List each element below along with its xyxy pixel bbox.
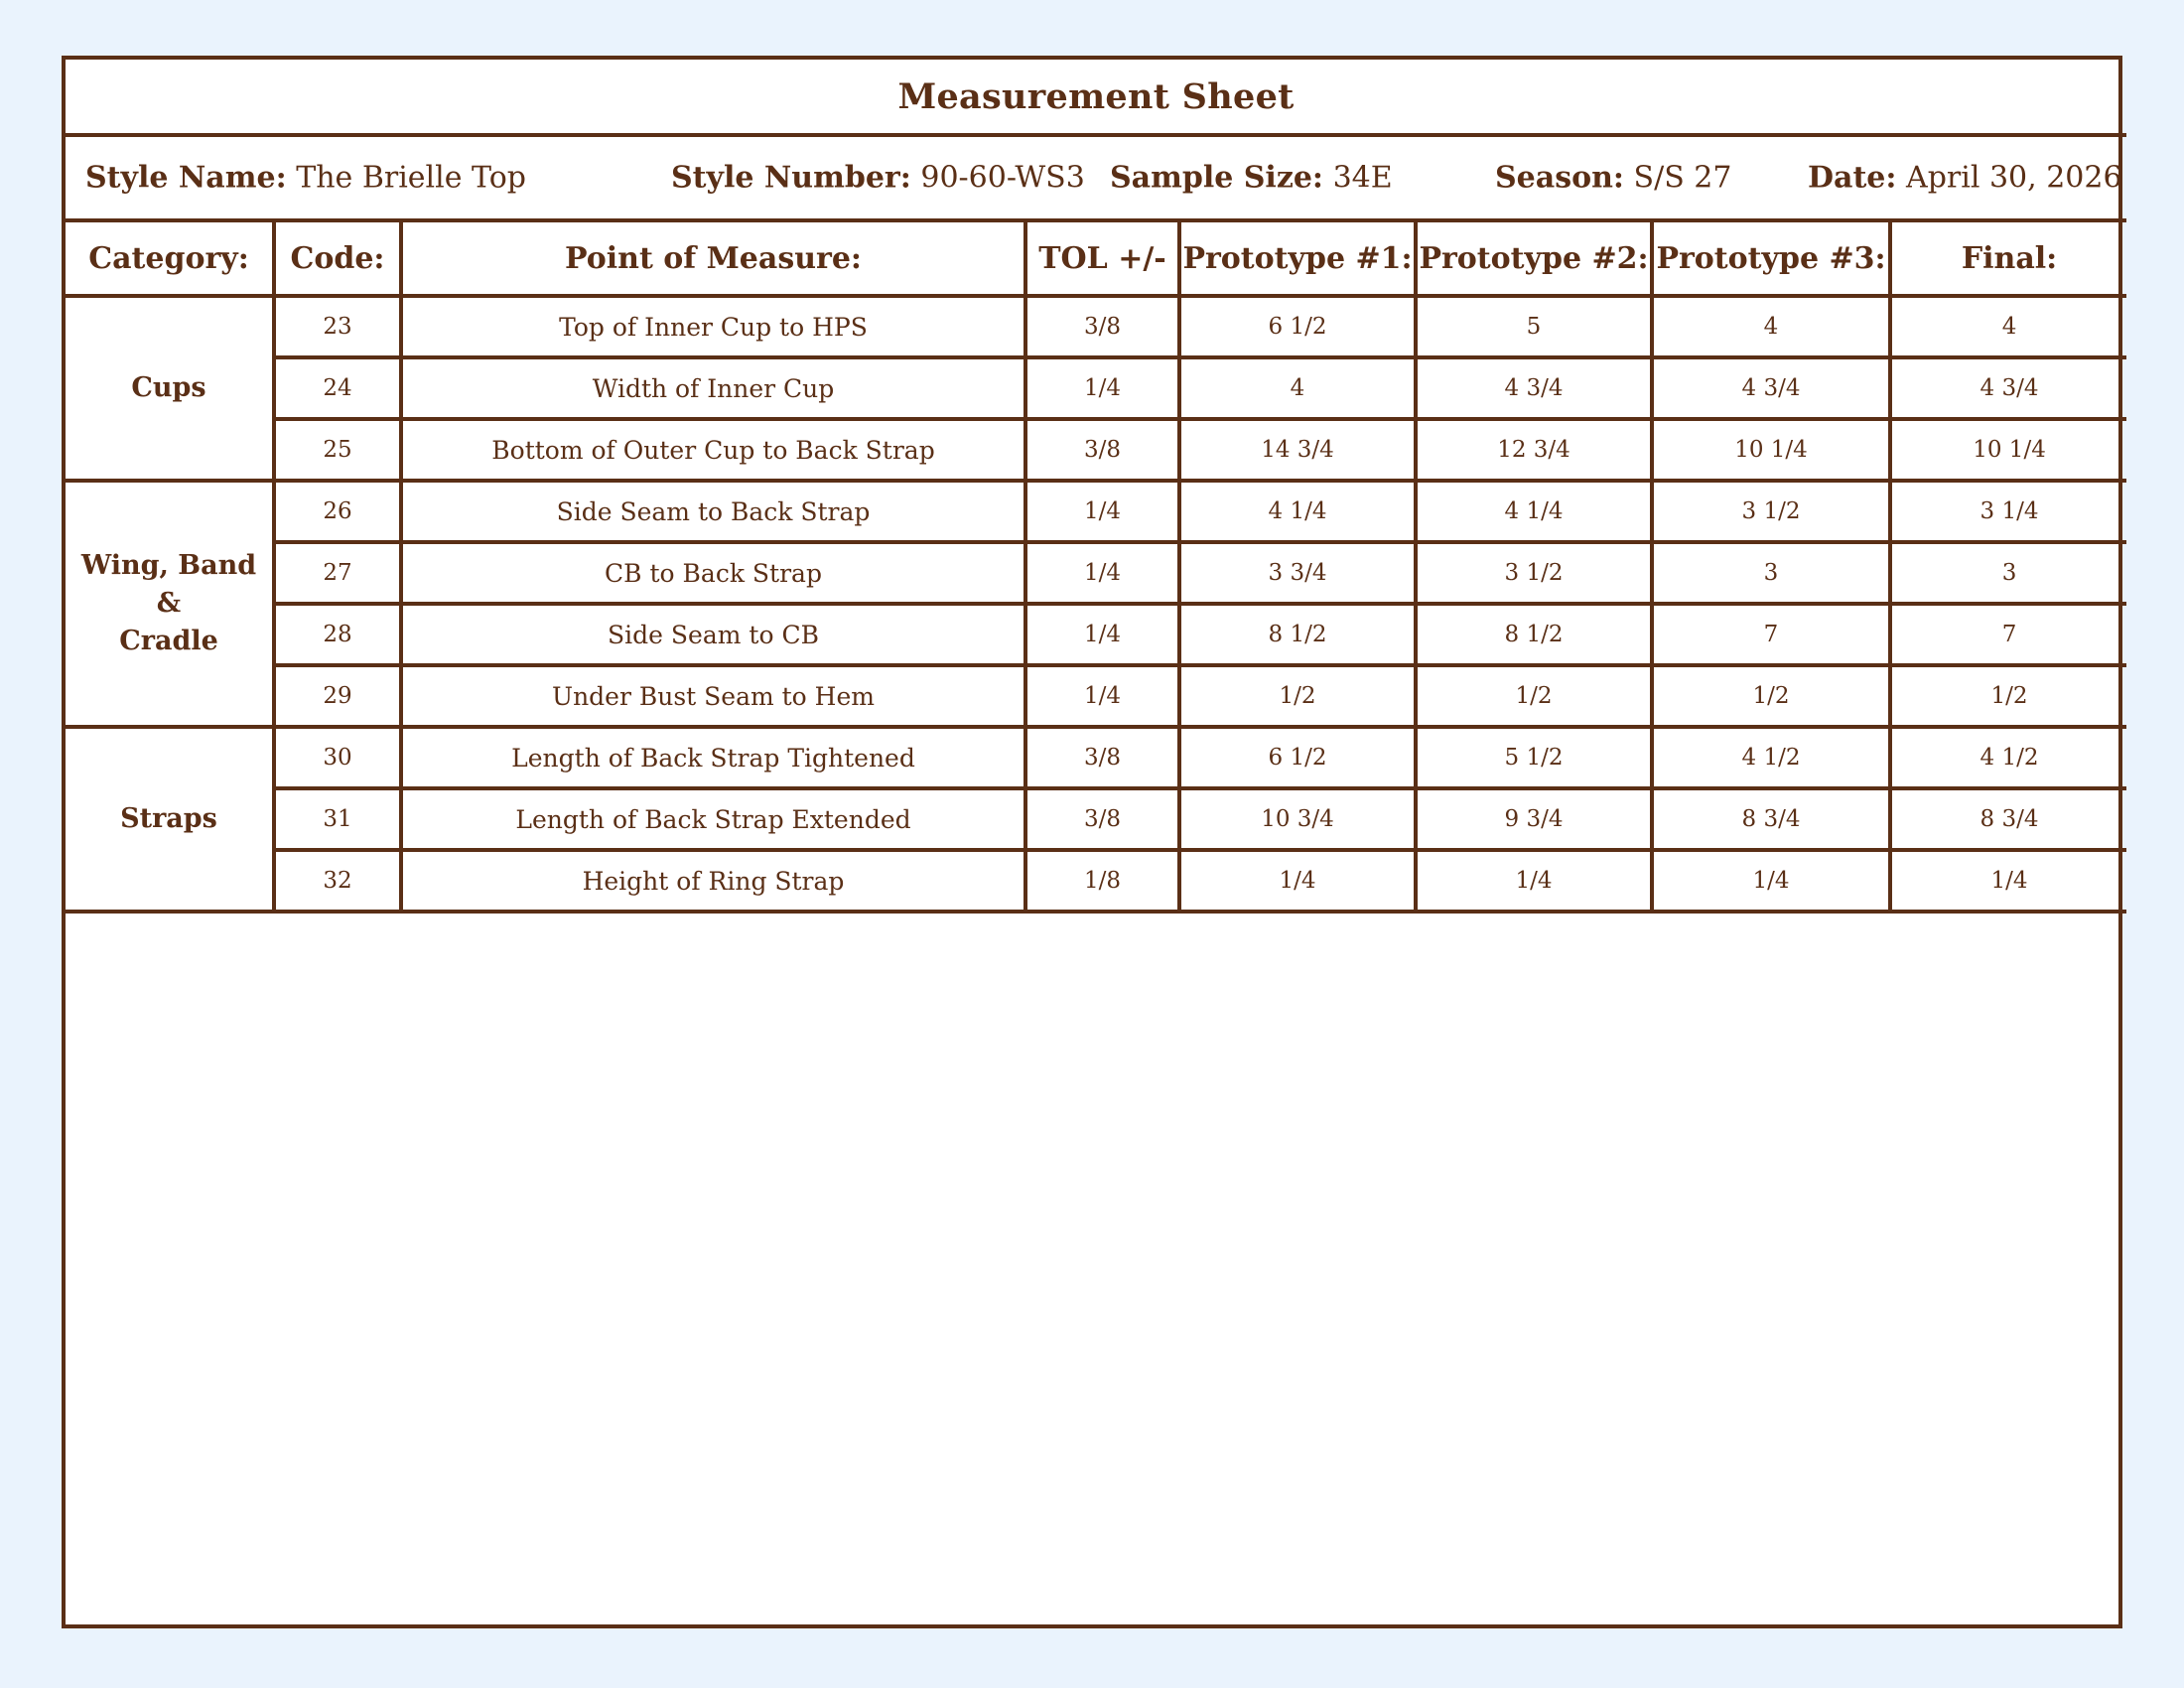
proto3-cell: 7 bbox=[1652, 604, 1890, 665]
proto2-cell: 3 1/2 bbox=[1416, 542, 1652, 604]
proto2-cell: 9 3/4 bbox=[1416, 788, 1652, 850]
sample-size-field: Sample Size: 34E bbox=[1110, 160, 1393, 196]
pom-cell: Bottom of Outer Cup to Back Strap bbox=[401, 419, 1025, 481]
category-straps: Straps bbox=[66, 727, 274, 912]
proto1-cell: 8 1/2 bbox=[1179, 604, 1416, 665]
header-prototype-3: Prototype #3: bbox=[1652, 220, 1890, 296]
header-tolerance: TOL +/- bbox=[1025, 220, 1179, 296]
style-info-bar bbox=[66, 135, 2126, 220]
table-row bbox=[66, 604, 2126, 665]
proto3-cell: 4 bbox=[1652, 296, 1890, 357]
tol-cell: 1/8 bbox=[1025, 850, 1179, 912]
pom-cell: Length of Back Strap Extended bbox=[401, 788, 1025, 850]
tol-cell: 3/8 bbox=[1025, 727, 1179, 788]
table-row bbox=[66, 850, 2126, 912]
date-field: Date: April 30, 2026 bbox=[1808, 160, 2122, 196]
style-number-field: Style Number: 90-60-WS3 bbox=[671, 160, 1085, 196]
proto1-cell: 3 3/4 bbox=[1179, 542, 1416, 604]
proto3-cell: 3 bbox=[1652, 542, 1890, 604]
proto2-cell: 1/4 bbox=[1416, 850, 1652, 912]
proto1-cell: 1/4 bbox=[1179, 850, 1416, 912]
measurement-sheet bbox=[62, 56, 2122, 1628]
final-cell: 3 1/4 bbox=[1890, 481, 2126, 542]
header-prototype-1: Prototype #1: bbox=[1179, 220, 1416, 296]
pom-cell: Side Seam to CB bbox=[401, 604, 1025, 665]
proto2-cell: 4 1/4 bbox=[1416, 481, 1652, 542]
final-cell: 10 1/4 bbox=[1890, 419, 2126, 481]
proto1-cell: 14 3/4 bbox=[1179, 419, 1416, 481]
code-cell: 25 bbox=[274, 419, 401, 481]
proto2-cell: 5 1/2 bbox=[1416, 727, 1652, 788]
code-cell: 24 bbox=[274, 357, 401, 419]
pom-cell: Height of Ring Strap bbox=[401, 850, 1025, 912]
pom-cell: CB to Back Strap bbox=[401, 542, 1025, 604]
pom-cell: Length of Back Strap Tightened bbox=[401, 727, 1025, 788]
pom-cell: Width of Inner Cup bbox=[401, 357, 1025, 419]
proto1-cell: 4 bbox=[1179, 357, 1416, 419]
proto2-cell: 4 3/4 bbox=[1416, 357, 1652, 419]
proto3-cell: 1/2 bbox=[1652, 665, 1890, 727]
pom-cell: Side Seam to Back Strap bbox=[401, 481, 1025, 542]
header-code: Code: bbox=[274, 220, 401, 296]
final-cell: 4 1/2 bbox=[1890, 727, 2126, 788]
proto3-cell: 3 1/2 bbox=[1652, 481, 1890, 542]
header-final: Final: bbox=[1890, 220, 2126, 296]
tol-cell: 3/8 bbox=[1025, 419, 1179, 481]
tol-cell: 1/4 bbox=[1025, 481, 1179, 542]
tol-cell: 1/4 bbox=[1025, 357, 1179, 419]
proto2-cell: 8 1/2 bbox=[1416, 604, 1652, 665]
pom-cell: Top of Inner Cup to HPS bbox=[401, 296, 1025, 357]
table-row bbox=[66, 665, 2126, 727]
tol-cell: 1/4 bbox=[1025, 542, 1179, 604]
code-cell: 31 bbox=[274, 788, 401, 850]
table-row bbox=[66, 542, 2126, 604]
tol-cell: 3/8 bbox=[1025, 296, 1179, 357]
category-wing-line-1: Wing, Band & bbox=[80, 550, 257, 619]
category-wing-band-cradle bbox=[66, 481, 274, 727]
code-cell: 26 bbox=[274, 481, 401, 542]
code-cell: 30 bbox=[274, 727, 401, 788]
category-wing-line-2: Cradle bbox=[119, 626, 218, 656]
header-category: Category: bbox=[66, 220, 274, 296]
style-name-field: Style Name: The Brielle Top bbox=[85, 160, 526, 196]
table-row bbox=[66, 788, 2126, 850]
proto3-cell: 10 1/4 bbox=[1652, 419, 1890, 481]
proto1-cell: 6 1/2 bbox=[1179, 296, 1416, 357]
tol-cell: 1/4 bbox=[1025, 604, 1179, 665]
table-row bbox=[66, 296, 2126, 357]
pom-cell: Under Bust Seam to Hem bbox=[401, 665, 1025, 727]
table-row bbox=[66, 481, 2126, 542]
category-cups: Cups bbox=[66, 296, 274, 481]
code-cell: 27 bbox=[274, 542, 401, 604]
tol-cell: 1/4 bbox=[1025, 665, 1179, 727]
proto3-cell: 1/4 bbox=[1652, 850, 1890, 912]
code-cell: 32 bbox=[274, 850, 401, 912]
proto3-cell: 8 3/4 bbox=[1652, 788, 1890, 850]
proto1-cell: 1/2 bbox=[1179, 665, 1416, 727]
proto1-cell: 10 3/4 bbox=[1179, 788, 1416, 850]
header-point-of-measure: Point of Measure: bbox=[401, 220, 1025, 296]
proto2-cell: 5 bbox=[1416, 296, 1652, 357]
final-cell: 3 bbox=[1890, 542, 2126, 604]
code-cell: 28 bbox=[274, 604, 401, 665]
final-cell: 4 3/4 bbox=[1890, 357, 2126, 419]
final-cell: 4 bbox=[1890, 296, 2126, 357]
code-cell: 23 bbox=[274, 296, 401, 357]
season-field: Season: S/S 27 bbox=[1495, 160, 1732, 196]
proto3-cell: 4 3/4 bbox=[1652, 357, 1890, 419]
proto1-cell: 6 1/2 bbox=[1179, 727, 1416, 788]
proto2-cell: 12 3/4 bbox=[1416, 419, 1652, 481]
table-row bbox=[66, 727, 2126, 788]
proto1-cell: 4 1/4 bbox=[1179, 481, 1416, 542]
table-row bbox=[66, 357, 2126, 419]
final-cell: 1/4 bbox=[1890, 850, 2126, 912]
proto3-cell: 4 1/2 bbox=[1652, 727, 1890, 788]
measurement-table bbox=[66, 60, 2126, 914]
header-row bbox=[66, 220, 2126, 296]
page-title: Measurement Sheet bbox=[66, 60, 2126, 135]
final-cell: 8 3/4 bbox=[1890, 788, 2126, 850]
final-cell: 7 bbox=[1890, 604, 2126, 665]
proto2-cell: 1/2 bbox=[1416, 665, 1652, 727]
header-prototype-2: Prototype #2: bbox=[1416, 220, 1652, 296]
code-cell: 29 bbox=[274, 665, 401, 727]
table-row bbox=[66, 419, 2126, 481]
tol-cell: 3/8 bbox=[1025, 788, 1179, 850]
final-cell: 1/2 bbox=[1890, 665, 2126, 727]
